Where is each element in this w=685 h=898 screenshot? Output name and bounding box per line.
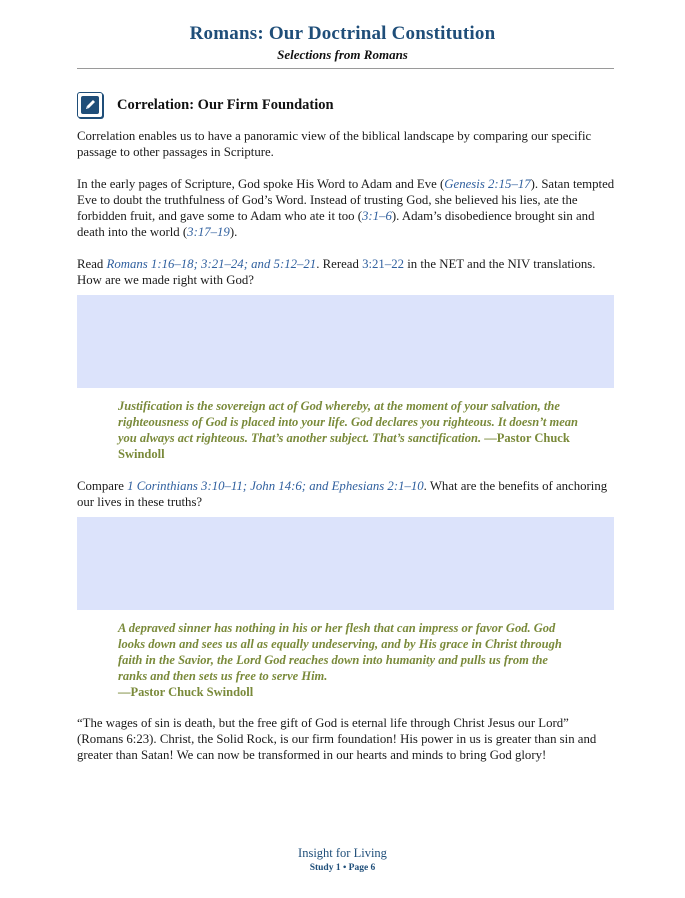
- text: In the early pages of Scripture, God spoke His Word to Adam and Eve (: [77, 177, 445, 191]
- footer-brand: Insight for Living: [298, 846, 387, 860]
- scripture-link[interactable]: 1 Corinthians 3:10–11; John 14:6; and Ephesians 2:1–10: [127, 479, 424, 493]
- question-2: [77, 478, 617, 510]
- document-title: Romans: Our Doctrinal Constitution: [189, 23, 496, 44]
- text: . What are the benefits of anchoring our lives in these truths?: [77, 479, 608, 509]
- question-1: [77, 256, 617, 288]
- closing-paragraph: “The wages of sin is death, but the free gift of God is eternal life through Christ Jesus our Lord” (Romans 6:23). Christ, the Solid Rock, is our firm foundation! His power in us is greater than sin and greater than Satan! We can now be transformed in our hearts and minds to bring God glory!: [77, 716, 597, 762]
- pastor-quote-2: [118, 620, 578, 700]
- scripture-link[interactable]: 3:21–22: [362, 257, 405, 271]
- text: ).: [229, 225, 238, 239]
- text: . Reread: [316, 257, 363, 271]
- scripture-link[interactable]: Genesis 2:15–17: [444, 177, 531, 191]
- quote-text: Justification is the sovereign act of God whereby, at the moment of your salvation, the righteousness of God is placed into your life. God declares you righteous. It doesn’t mean you always act righteous. That’s another subject. That’s sanctification.: [118, 399, 578, 445]
- pastor-quote-1: [118, 398, 588, 462]
- section-heading: [77, 92, 334, 118]
- text: Compare: [77, 479, 128, 493]
- intro-paragraph: Correlation enables us to have a panoramic view of the biblical landscape by comparing our specific passage to other passages in Scripture.: [77, 129, 592, 159]
- scripture-link[interactable]: 3:1–6: [362, 209, 392, 223]
- text: Read: [77, 257, 107, 271]
- text: ). Satan tempted Eve to doubt the truthfulness of God’s Word. Instead of trusting God, she believed his lies, ate the forbidden fruit, and gave some to Adam who ate it too (: [77, 177, 615, 223]
- scripture-link[interactable]: Romans 1:16–18; 3:21–24; and 5:12–21: [106, 257, 317, 271]
- quote-text: A depraved sinner has nothing in his or her flesh that can impress or favor God. God looks down and sees us all as equally undeserving, and by His grace in Christ through faith in the Savior, the Lord God reaches down into humanity and pulls us from the ranks and then sets us free to serve Him.: [118, 621, 562, 683]
- page-number: Study 1 • Page 6: [309, 863, 376, 873]
- scripture-link[interactable]: 3:17–19: [187, 225, 230, 239]
- answer-field-1[interactable]: [77, 295, 614, 388]
- quote-attribution: —Pastor Chuck Swindoll: [118, 685, 254, 699]
- pencil-icon: [77, 92, 103, 118]
- context-paragraph: [77, 176, 617, 240]
- page-header: [0, 22, 685, 64]
- section-title: Correlation: Our Firm Foundation: [117, 96, 334, 113]
- quote-attribution: —Pastor Chuck Swindoll: [118, 431, 570, 461]
- answer-field-2[interactable]: [77, 517, 614, 610]
- header-divider: [77, 68, 614, 69]
- document-subtitle: Selections from Romans: [277, 47, 408, 62]
- text: ). Adam’s disobedience brought sin and death into the world (: [77, 209, 595, 239]
- text: in the NET and the NIV translations. How are we made right with God?: [77, 257, 596, 287]
